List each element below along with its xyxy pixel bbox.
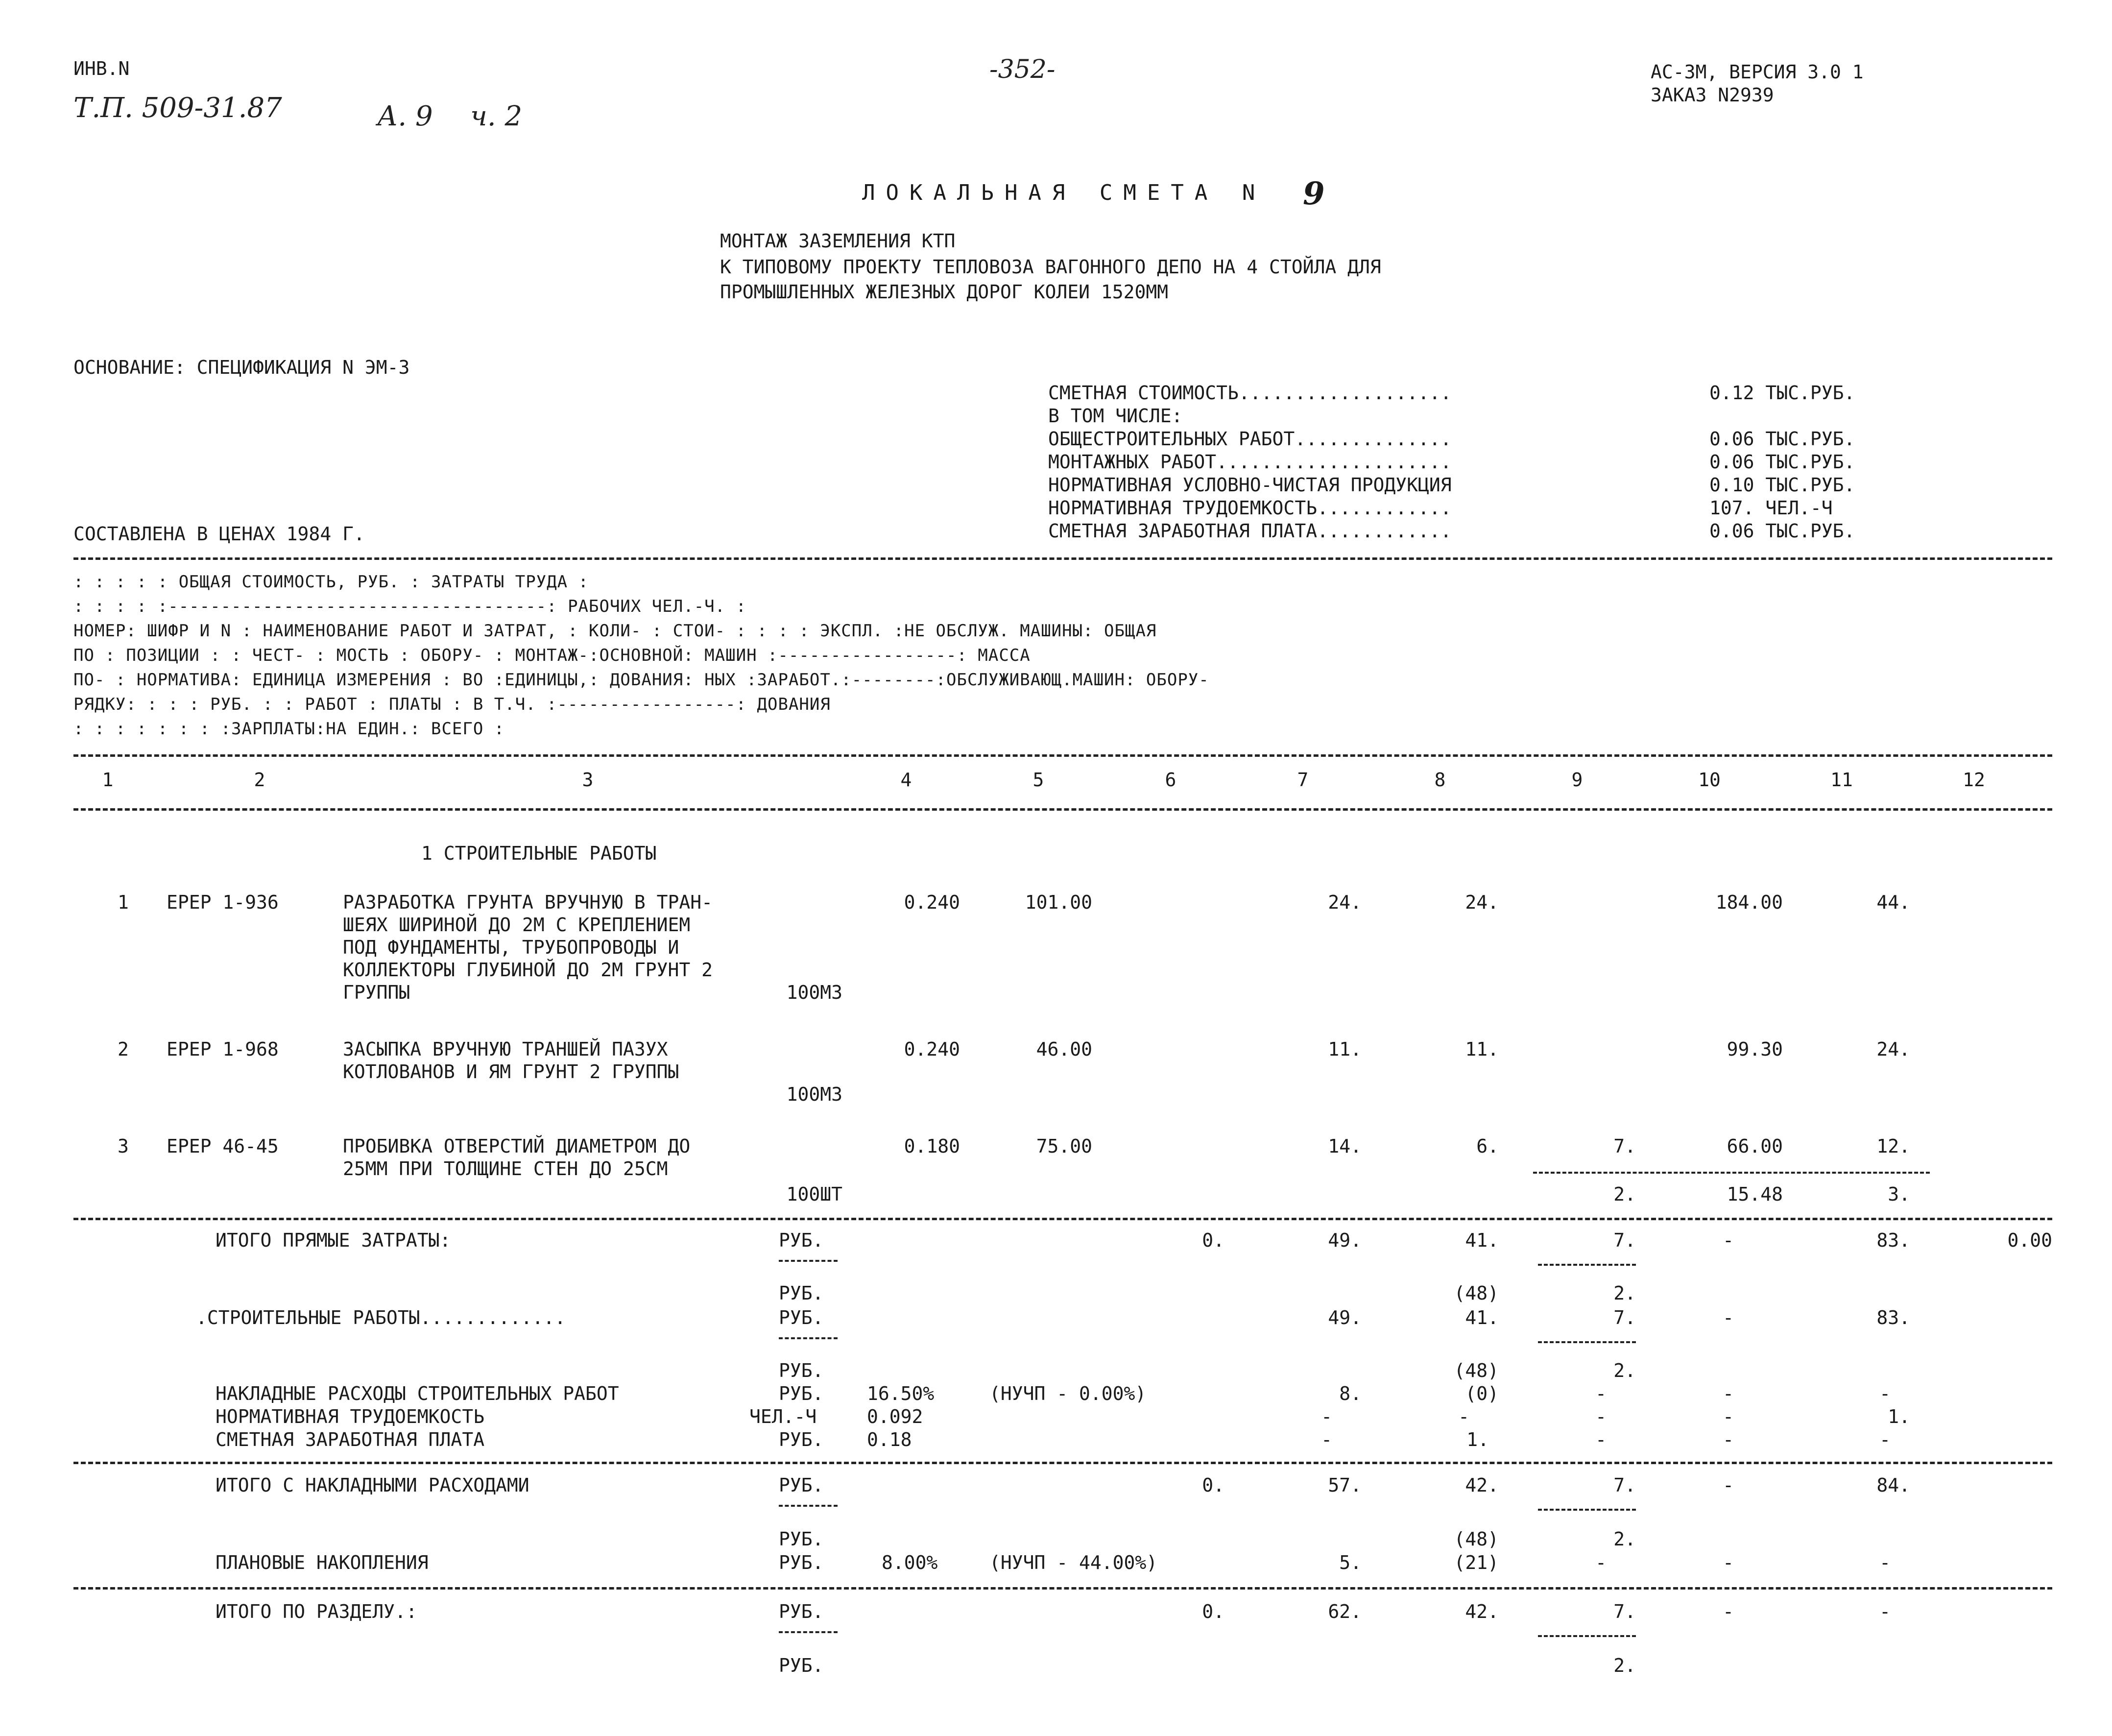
row-wage: 24. [1465,892,1499,913]
divider [73,1218,2052,1220]
total-wage: 1. [1466,1429,1489,1450]
divider [779,1631,838,1633]
col-number: 6 [1165,769,1176,791]
total-mount: - [1321,1406,1332,1427]
col-number: 5 [1032,769,1044,791]
total-label: НОРМАТИВНАЯ ТРУДОЕМКОСТЬ [216,1406,485,1427]
divider [73,1462,2052,1464]
summary-label: СМЕТНАЯ СТОИМОСТЬ................... [1048,382,1452,404]
row-name-line: ШЕЯХ ШИРИНОЙ ДО 2М С КРЕПЛЕНИЕМ [343,914,691,936]
row-qty: 0.240 [904,1038,960,1060]
title-line-1: МОНТАЖ ЗАЗЕМЛЕНИЯ КТП [720,230,956,252]
overhead-nuchp: (НУЧП - 0.00%) [989,1383,1147,1404]
basis-line: ОСНОВАНИЕ: СПЕЦИФИКАЦИЯ N ЭМ-3 [73,357,410,378]
row-wage: 6. [1476,1135,1499,1157]
row-labor-total: 24. [1876,1038,1910,1060]
total-wage: 41. [1465,1230,1499,1251]
total-label: ИТОГО ПРЯМЫЕ ЗАТРАТЫ: [216,1230,451,1251]
col-number: 12 [1963,769,1985,791]
col-number: 8 [1434,769,1446,791]
summary-label: СМЕТНАЯ ЗАРАБОТНАЯ ПЛАТА............ [1048,520,1452,542]
table-header-line: ПО- : НОРМАТИВА: ЕДИНИЦА ИЗМЕРЕНИЯ : ВО :ЕДИНИЦЫ,: ДОВАНИЯ: НЫХ :ЗАРАБОТ.:--------:ОБСЛУЖИВАЮЩ.МАШИН: ОБОРУ- [73,670,1209,690]
total-machine: 7. [1613,1230,1636,1251]
total-labor-unit: - [1723,1383,1734,1404]
program-version: АС-3М, ВЕРСИЯ 3.0 1 [1651,61,1864,83]
total-machine: - [1595,1429,1607,1450]
overhead-rate: 16.50% [867,1383,935,1404]
total-unit: РУБ. [779,1307,824,1328]
total-wage: (21) [1454,1552,1499,1573]
total-machine-wage: 2. [1613,1528,1636,1550]
divider [73,557,2052,560]
row-mount: 11. [1328,1038,1362,1060]
row-labor-unit: 184.00 [1715,892,1783,913]
row-machine-labor-total: 3. [1888,1183,1910,1205]
row-labor-total: 44. [1876,892,1910,913]
total-label: ИТОГО С НАКЛАДНЫМИ РАСХОДАМИ [216,1474,529,1496]
row-code: ЕРЕР 1-936 [167,892,279,913]
total-unit: РУБ. [779,1601,824,1622]
summary-value: 0.12 ТЫС.РУБ. [1709,382,1855,404]
divider [779,1505,838,1507]
summary-value: 107. ЧЕЛ.-Ч [1709,497,1833,519]
total-wage-note: (48) [1454,1360,1499,1381]
total-labor-unit: - [1723,1307,1734,1328]
total-mount: 57. [1328,1474,1362,1496]
summary-value: 0.06 ТЫС.РУБ. [1709,428,1855,450]
total-mount: 49. [1328,1230,1362,1251]
prices-year: СОСТАВЛЕНА В ЦЕНАХ 1984 Г. [73,523,365,545]
divider [779,1260,838,1262]
order-number: ЗАКАЗ N2939 [1651,84,1774,106]
total-machine: - [1595,1406,1607,1427]
total-unit: РУБ. [779,1655,824,1676]
row-mount: 24. [1328,892,1362,913]
row-price: 46.00 [1036,1038,1092,1060]
profit-nuchp: (НУЧП - 44.00%) [989,1552,1158,1573]
row-qty: 0.180 [904,1135,960,1157]
total-wage: 42. [1465,1474,1499,1496]
total-machine-wage: 2. [1613,1360,1636,1381]
total-mount: - [1321,1429,1332,1450]
summary-label: НОРМАТИВНАЯ УСЛОВНО-ЧИСТАЯ ПРОДУКЦИЯ [1048,474,1452,496]
total-labor-total: 83. [1876,1307,1910,1328]
divider [73,1587,2052,1590]
total-equip: 0. [1202,1601,1224,1622]
table-header-line: : : : : : ОБЩАЯ СТОИМОСТЬ, РУБ. : ЗАТРАТЫ ТРУДА : [73,572,589,592]
row-machine-wage: 2. [1613,1183,1636,1205]
total-wage: - [1458,1406,1469,1427]
total-label: ИТОГО ПО РАЗДЕЛУ.: [216,1601,417,1622]
total-machine-wage: 2. [1613,1282,1636,1304]
total-machine: 7. [1613,1601,1636,1622]
summary-label: В ТОМ ЧИСЛЕ: [1048,405,1183,427]
row-name-line: 25ММ ПРИ ТОЛЩИНЕ СТЕН ДО 25СМ [343,1158,668,1180]
estimate-number: 9 [1303,175,1325,212]
total-wage: 42. [1465,1601,1499,1622]
row-labor-unit: 99.30 [1727,1038,1783,1060]
row-number: 2 [118,1038,129,1060]
col-number: 1 [102,769,114,791]
row-name-line: ПОД ФУНДАМЕНТЫ, ТРУБОПРОВОДЫ И [343,937,679,958]
inventory-label: ИНВ.N [73,58,130,79]
row-name-line: КОТЛОВАНОВ И ЯМ ГРУНТ 2 ГРУППЫ [343,1061,679,1083]
row-mount: 14. [1328,1135,1362,1157]
row-unit: 100М3 [786,1084,842,1105]
row-price: 101.00 [1025,892,1092,913]
row-machine: 7. [1613,1135,1636,1157]
total-labor-total: 84. [1876,1474,1910,1496]
row-unit: 100М3 [786,982,842,1003]
col-number: 9 [1571,769,1583,791]
table-header-line: ПО : ПОЗИЦИИ : : ЧЕСТ- : МОСТЬ : ОБОРУ- : МОНТАЖ-:ОСНОВНОЙ: МАШИН :-----------------: МАССА [73,646,1031,665]
total-unit: РУБ. [779,1429,824,1450]
col-number: 2 [254,769,265,791]
total-labor-unit: - [1723,1429,1734,1450]
table-header-line: : : : : :------------------------------------: РАБОЧИХ ЧЕЛ.-Ч. : [73,597,747,616]
title-line-2: К ТИПОВОМУ ПРОЕКТУ ТЕПЛОВОЗА ВАГОННОГО ДЕПО НА 4 СТОЙЛА ДЛЯ [720,256,1381,278]
total-mount: 5. [1339,1552,1362,1573]
row-name-line: ГРУППЫ [343,982,410,1003]
total-unit: РУБ. [779,1474,824,1496]
total-labor-total: 83. [1876,1230,1910,1251]
total-wage: (0) [1465,1383,1499,1404]
row-labor-unit: 66.00 [1727,1135,1783,1157]
total-labor-unit: - [1723,1406,1734,1427]
total-labor-total: - [1879,1601,1891,1622]
labor-value: 0.092 [867,1406,923,1427]
total-label: НАКЛАДНЫЕ РАСХОДЫ СТРОИТЕЛЬНЫХ РАБОТ [216,1383,619,1404]
col-number: 7 [1297,769,1309,791]
row-qty: 0.240 [904,892,960,913]
total-labor-unit: - [1723,1230,1734,1251]
total-labor-total: 1. [1888,1406,1910,1427]
row-labor-total: 12. [1876,1135,1910,1157]
total-wage-note: (48) [1454,1528,1499,1550]
total-unit: РУБ. [779,1552,824,1573]
total-labor-unit: - [1723,1552,1734,1573]
divider [1538,1341,1636,1343]
profit-rate: 8.00% [882,1552,938,1573]
total-machine: 7. [1613,1474,1636,1496]
total-labor-unit: - [1723,1601,1734,1622]
col-number: 3 [582,769,594,791]
total-unit: РУБ. [779,1383,824,1404]
row-name-line: КОЛЛЕКТОРЫ ГЛУБИНОЙ ДО 2М ГРУНТ 2 [343,959,713,981]
total-label: СМЕТНАЯ ЗАРАБОТНАЯ ПЛАТА [216,1429,485,1450]
section-title: 1 СТРОИТЕЛЬНЫЕ РАБОТЫ [421,843,657,864]
total-machine-wage: 2. [1613,1655,1636,1676]
row-number: 1 [118,892,129,913]
summary-value: 0.10 ТЫС.РУБ. [1709,474,1855,496]
estimate-title: ЛОКАЛЬНАЯ СМЕТА N [862,180,1266,205]
handwritten-project-number: Т.П. 509-31.87 [73,92,282,124]
total-unit: РУБ. [779,1360,824,1381]
total-label: .СТРОИТЕЛЬНЫЕ РАБОТЫ............. [196,1307,566,1328]
summary-label: ОБЩЕСТРОИТЕЛЬНЫХ РАБОТ.............. [1048,428,1452,450]
total-mass: 0.00 [2007,1230,2052,1251]
total-equip: 0. [1202,1474,1224,1496]
total-mount: 49. [1328,1307,1362,1328]
divider [1538,1509,1636,1511]
table-header-line: НОМЕР: ШИФР И N : НАИМЕНОВАНИЕ РАБОТ И ЗАТРАТ, : КОЛИ- : СТОИ- : : : : ЭКСПЛ. :НЕ ОБСЛУЖ. МАШИНЫ: ОБЩАЯ [73,621,1157,641]
salary-value: 0.18 [867,1429,912,1450]
total-label: ПЛАНОВЫЕ НАКОПЛЕНИЯ [216,1552,429,1573]
total-labor-total: - [1879,1383,1891,1404]
summary-value: 0.06 ТЫС.РУБ. [1709,451,1855,473]
row-price: 75.00 [1036,1135,1092,1157]
row-unit: 100ШТ [786,1183,842,1205]
table-header-line: : : : : : : : :ЗАРПЛАТЫ:НА ЕДИН.: ВСЕГО : [73,719,505,739]
summary-value: 0.06 ТЫС.РУБ. [1709,520,1855,542]
row-code: ЕРЕР 1-968 [167,1038,279,1060]
total-mount: 62. [1328,1601,1362,1622]
row-machine-labor-unit: 15.48 [1727,1183,1783,1205]
handwritten-part: ч. 2 [470,100,523,132]
title-line-3: ПРОМЫШЛЕННЫХ ЖЕЛЕЗНЫХ ДОРОГ КОЛЕИ 1520ММ [720,281,1169,303]
total-unit: РУБ. [779,1528,824,1550]
divider [1538,1264,1636,1266]
total-unit: ЧЕЛ.-Ч [749,1406,817,1427]
total-unit: РУБ. [779,1230,824,1251]
divider [1538,1635,1636,1637]
total-machine: - [1595,1552,1607,1573]
row-wage: 11. [1465,1038,1499,1060]
total-unit: РУБ. [779,1282,824,1304]
divider [779,1337,838,1339]
table-header-line: РЯДКУ: : : : РУБ. : : РАБОТ : ПЛАТЫ : В Т.Ч. :-----------------: ДОВАНИЯ [73,695,831,714]
summary-label: НОРМАТИВНАЯ ТРУДОЕМКОСТЬ............ [1048,497,1452,519]
handwritten-album: А. 9 [377,100,433,132]
col-number: 10 [1698,769,1721,791]
divider [73,808,2052,811]
page-number: -352- [989,55,1056,84]
total-labor-total: - [1879,1552,1891,1573]
row-code: ЕРЕР 46-45 [167,1135,279,1157]
total-wage-note: (48) [1454,1282,1499,1304]
total-labor-total: - [1879,1429,1891,1450]
row-name-line: РАЗРАБОТКА ГРУНТА ВРУЧНУЮ В ТРАН- [343,892,713,913]
divider [73,754,2052,757]
total-equip: 0. [1202,1230,1224,1251]
row-name-line: ПРОБИВКА ОТВЕРСТИЙ ДИАМЕТРОМ ДО [343,1135,691,1157]
divider [1533,1172,1930,1174]
total-machine: 7. [1613,1307,1636,1328]
row-name-line: ЗАСЫПКА ВРУЧНУЮ ТРАНШЕЙ ПАЗУХ [343,1038,668,1060]
col-number: 4 [900,769,912,791]
col-number: 11 [1830,769,1853,791]
row-number: 3 [118,1135,129,1157]
total-machine: - [1595,1383,1607,1404]
total-labor-unit: - [1723,1474,1734,1496]
total-mount: 8. [1339,1383,1362,1404]
summary-label: МОНТАЖНЫХ РАБОТ..................... [1048,451,1452,473]
total-wage: 41. [1465,1307,1499,1328]
